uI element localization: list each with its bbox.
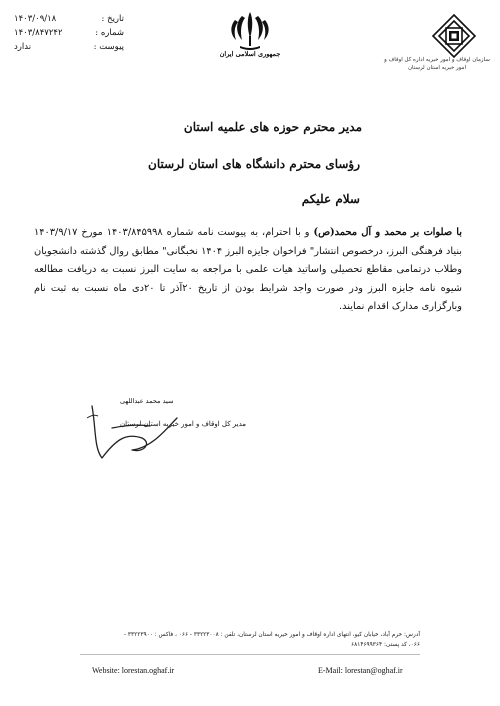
date-label: تاریخ : <box>101 14 124 24</box>
attachment-row <box>14 40 124 54</box>
greeting: سلام علیکم <box>301 192 360 206</box>
date-row <box>14 12 124 26</box>
date-value: ۱۴۰۳/۰۹/۱۸ <box>14 14 57 24</box>
signatory-name: سید محمد عبداللهی <box>120 397 174 405</box>
handwritten-signature <box>82 398 192 468</box>
email-label: E-Mail: <box>318 666 343 675</box>
emblem-caption: جمهوری اسلامی ایران <box>219 50 281 58</box>
signatory-title: مدیر کل اوقاف و امور خیریه استان لرستان <box>120 420 247 428</box>
salutation-lead: با صلوات بر محمد و آل محمد(ص) <box>313 227 463 238</box>
oghaf-logo-icon <box>430 12 478 60</box>
footer-divider <box>80 654 420 655</box>
number-label: شماره : <box>95 28 124 38</box>
footer-website <box>92 666 174 675</box>
number-value: ۱۴۰۳/۸۴۷۲۴۲ <box>14 28 63 38</box>
letter-body <box>34 224 462 317</box>
number-row <box>14 26 124 40</box>
letter-meta <box>14 12 124 54</box>
attachment-value: ندارد <box>14 42 32 52</box>
org-caption: سازمان اوقاف و امور خیریه اداره کل اوقاف و امور خیریه استان لرستان <box>384 57 490 71</box>
email-link[interactable]: lorestan@oghaf.ir <box>344 666 403 675</box>
addressee-universities: رؤسای محترم دانشگاه های استان لرستان <box>148 157 360 171</box>
addressee-seminary: مدیر محترم حوزه های علمیه استان <box>183 120 362 134</box>
attachment-label: پیوست : <box>93 42 124 52</box>
website-link[interactable]: lorestan.oghaf.ir <box>121 666 175 675</box>
footer-address: آدرس: خرم آباد، خیابان کیو، انتهای اداره اوقاف و امور خیریه استان لرستان، تلفن : ۳۳۲۲۳۰۰۸ - ۰۶۶ ، فاکس : ۳۳۲۲۳۹۰۰ - ۰۶۶، کد پستی: ۶۸۱۴۶۹۹۳۶۴ <box>123 632 420 648</box>
body-paragraph: و با احترام، به پیوست نامه شماره ۱۴۰۳/۸۴۵۹۹۸ مورخ ۱۴۰۳/۹/۱۷ بنیاد فرهنگی البرز، درخصوص انتشار" فراخوان جایزه البرز ۱۴۰۴ نخبگانی" مطابق روال گذشته دانشجویان وطلاب درتمامی مقاطع تحصیلی واساتید هیات علمی با مراجعه به سایت البرز نسبت به دریافت مطالعه شیوه نامه جایزه البرز ودر صورت واجد شرایط بودن از تاریخ ۲۰آذر تا ۲۰دی ماه نسبت به ثبت نام وبارگزاری مدارک اقدام نمایند. <box>34 227 462 312</box>
footer-email <box>318 666 403 675</box>
iran-emblem-icon <box>220 8 280 54</box>
website-label: Website: <box>92 666 120 675</box>
